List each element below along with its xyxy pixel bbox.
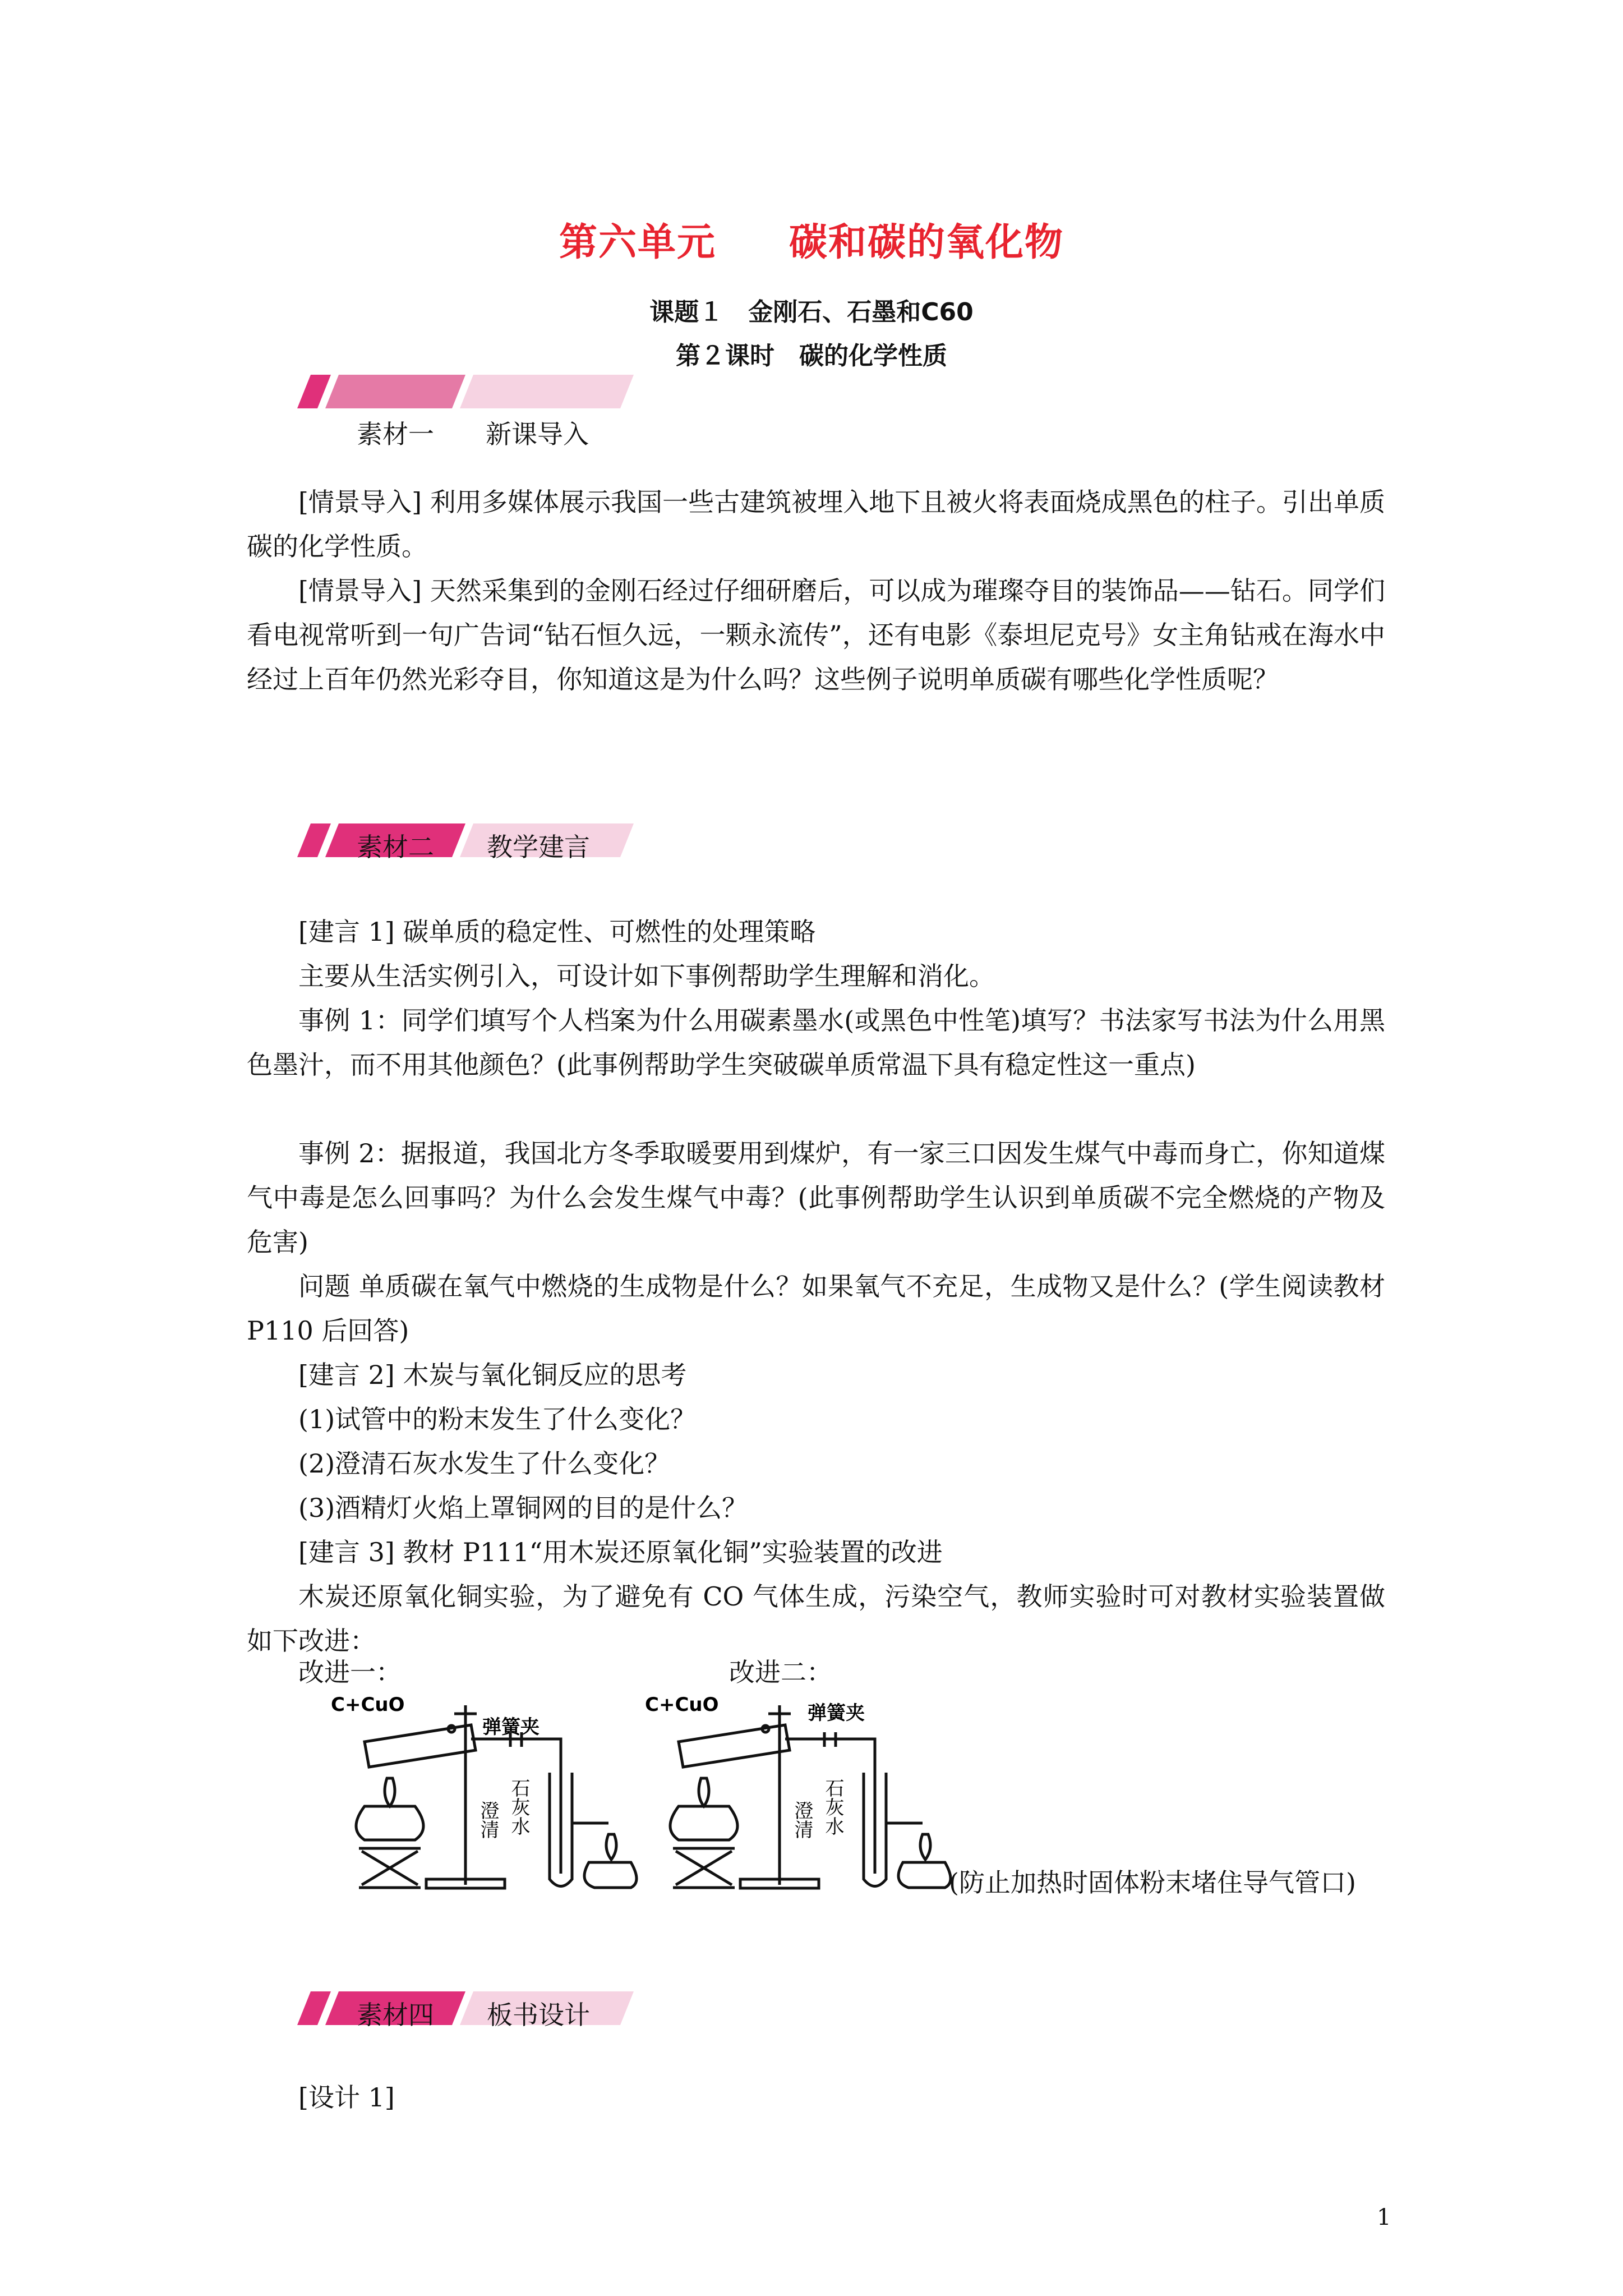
page-number: 1 xyxy=(1377,2205,1391,2230)
limewater-label-1: 澄清 xyxy=(477,1801,499,1839)
apparatus-diagram-2 xyxy=(639,1688,953,1902)
question-3: (3)酒精灯火焰上罩铜网的目的是什么？ xyxy=(298,1493,748,1523)
clamp-label: 弹簧夹 xyxy=(482,1716,540,1738)
advice-2: [建言 2] 木炭与氧化铜反应的思考 xyxy=(298,1360,687,1390)
reactant-label-2: C+CuO xyxy=(645,1694,719,1716)
unit-title xyxy=(0,212,1623,266)
improvement-1-label: 改进一： xyxy=(298,1657,402,1687)
limewater-label-4: 石灰水 xyxy=(822,1778,844,1835)
advice-1: [建言 1] 碳单质的稳定性、可燃性的处理策略 xyxy=(298,917,816,947)
section-2-label-right: 教学建言 xyxy=(487,832,590,862)
example-1: 事例 1：同学们填写个人档案为什么用碳素墨水(或黑色中性笔)填写？书法家写书法为什么用黑色墨汁，而不用其他颜色？(此事例帮助学生突破碳单质常温下具有稳定性这一重点) xyxy=(247,1005,1385,1080)
clamp-label-2: 弹簧夹 xyxy=(808,1702,865,1724)
figure-note: (防止加热时固体粉末堵住导气管口) xyxy=(949,1867,1356,1898)
unit-name: 碳和碳的氧化物 xyxy=(789,220,1064,265)
reactant-label: C+CuO xyxy=(331,1694,405,1716)
intro-paragraph-1: [情景导入] 利用多媒体展示我国一些古建筑被埋入地下且被火将表面烧成黑色的柱子。引出单质碳的化学性质。 xyxy=(247,487,1385,562)
limewater-label-2: 石灰水 xyxy=(508,1778,530,1835)
advice-3: [建言 3] 教材 P111“用木炭还原氧化铜”实验装置的改进 xyxy=(298,1537,943,1567)
section-4-label-left: 素材四 xyxy=(357,2000,434,2030)
apparatus-diagram-1 xyxy=(325,1688,639,1902)
question-1: (1)试管中的粉末发生了什么变化？ xyxy=(298,1404,697,1434)
section-1-label: 素材一 新课导入 xyxy=(357,419,589,449)
question: 问题 单质碳在氧气中燃烧的生成物是什么？如果氧气不充足，生成物又是什么？(学生阅读教材 P110 后回答) xyxy=(247,1271,1385,1346)
section-2-label-left: 素材二 xyxy=(357,832,434,862)
lesson-title: 课题１ 金刚石、石墨和C60 xyxy=(649,298,974,326)
intro-paragraph-2: [情景导入] 天然采集到的金刚石经过仔细研磨后，可以成为璀璨夺目的装饰品——钻石。同学们看电视常听到一句广告词“钻石恒久远，一颗永流传”，还有电影《泰坦尼克号》女主角钻戒在海水中经过上百年仍然光彩夺目，你知道这是为什么吗？这些例子说明单质碳有哪些化学性质呢？ xyxy=(247,576,1385,694)
advice-1-intro: 主要从生活实例引入，可设计如下事例帮助学生理解和消化。 xyxy=(298,961,995,991)
unit-number: 第六单元 xyxy=(559,220,716,265)
limewater-label-3: 澄清 xyxy=(791,1801,813,1839)
advice-3-text: 木炭还原氧化铜实验，为了避免有 CO 气体生成，污染空气，教师实验时可对教材实验装置做如下改进： xyxy=(247,1581,1385,1656)
section-banner-1 xyxy=(297,375,634,414)
improvement-2-label: 改进二： xyxy=(729,1657,832,1687)
period-title: 第２课时 碳的化学性质 xyxy=(676,342,947,370)
question-2: (2)澄清石灰水发生了什么变化？ xyxy=(298,1448,671,1479)
example-2: 事例 2：据报道，我国北方冬季取暖要用到煤炉，有一家三口因发生煤气中毒而身亡，你知道煤气中毒是怎么回事吗？为什么会发生煤气中毒？(此事例帮助学生认识到单质碳不完全燃烧的产物及危害) xyxy=(247,1138,1385,1257)
section-4-label-right: 板书设计 xyxy=(487,2000,590,2030)
design-1: [设计 1] xyxy=(298,2082,395,2113)
